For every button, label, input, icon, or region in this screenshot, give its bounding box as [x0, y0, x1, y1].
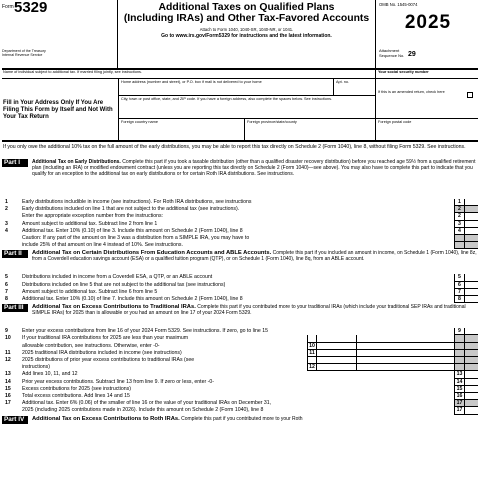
line-number: 9	[5, 328, 8, 335]
line-number: 7	[5, 288, 8, 295]
line-number: 11	[5, 349, 11, 356]
part3-text	[32, 305, 478, 317]
divider	[333, 78, 334, 95]
part4-header	[2, 416, 478, 426]
line-description: Distributions included in income from a Coverdell ESA, a QTP, or an ABLE account	[22, 274, 213, 281]
form-line-row	[2, 274, 478, 281]
form-title-line1: Additional Taxes on Qualified Plans	[158, 2, 335, 13]
line-number: 14	[5, 378, 11, 385]
part1-text	[32, 160, 478, 177]
part1-description: Complete this part if you took a taxable distribution (other than a qualified disaster recovery distribution) before you reached age 59½ from a qualified retirement plan (including an IRA) or modified endowment contract (unless you are reporting this tax directly on Schedule 2 (Form 1040)—see above). You may also have to complete this part to indicate that you qualify for an exception to the additional tax on early distributions or for certain Roth IRA distributions. See instructions.	[32, 159, 476, 177]
dept-line: Internal Revenue Service	[2, 53, 43, 58]
form-title-block	[118, 0, 375, 68]
sequence-number: 29	[408, 51, 416, 58]
form-word: Form	[2, 4, 14, 10]
form-line-row	[2, 242, 478, 249]
form-line-row	[2, 213, 478, 220]
apt-field[interactable]: Apt. no.	[336, 80, 350, 84]
sub-line-number: 11	[307, 350, 317, 357]
form-line-row	[2, 371, 478, 378]
home-address-field[interactable]: Home address (number and street), or P.O. box if mail is not delivered to your home	[121, 80, 262, 84]
line-description: allowable contribution, see instructions. Otherwise, enter -0-	[22, 342, 160, 349]
part3-tag: Part III	[2, 304, 28, 312]
form-line-row	[2, 400, 478, 407]
part1-tag: Part I	[2, 159, 28, 167]
attach-note: Attach to Form 1040, 1040-SR, 1040-NR, or 1041.	[199, 27, 294, 32]
line-number: 1	[5, 199, 8, 205]
form-line-row	[2, 206, 478, 213]
line-number-box: 2	[454, 213, 464, 220]
line-number-box: 7	[454, 289, 464, 296]
part3-description: Complete this part if you contributed more to your traditional IRAs (which include your traditional SEP IRAs and traditional SIMPLE IRAs) for 2025 than is allowable or you had an amount on line 17 of your 2024 Form 5329.	[32, 304, 466, 316]
part2-header	[2, 250, 478, 274]
divider	[118, 118, 478, 119]
line-number: 6	[5, 281, 8, 288]
department-label	[2, 49, 46, 58]
form-title-line2: (Including IRAs) and Other Tax-Favored Accounts	[123, 13, 370, 24]
sub-line-number: 12	[307, 364, 317, 371]
divider	[118, 78, 119, 140]
line-number: 15	[5, 385, 11, 392]
line-number: 16	[5, 393, 11, 399]
line-number-box: 17	[454, 407, 464, 414]
line-description: Enter the appropriate exception number from the instructions:	[22, 213, 164, 220]
divider	[375, 69, 376, 78]
form-line-row	[2, 328, 478, 335]
line-description: Additional tax. Enter 10% (0.10) of line 3. Include this amount on Schedule 2 (Form 1040), line 8	[22, 227, 243, 234]
intro-note: If you only owe the additional 10% tax on the full amount of the early distributions, you may be able to report this tax directly on Schedule 2 (Form 1040), line 8, without filing Form 5329. See instructions.	[3, 144, 466, 150]
line-number-box: 8	[454, 296, 464, 303]
dept-line: Department of the Treasury	[2, 49, 46, 53]
form-line-row	[2, 386, 478, 393]
line-description: Caution: If any part of the amount on line 3 was a distribution from a SIMPLE IRA, you may have to	[22, 235, 250, 241]
line-number: 17	[5, 400, 11, 407]
line-description: Prior year excess contributions. Subtract line 13 from line 9. If zero or less, enter -0-	[22, 378, 215, 385]
part4-tag: Part IV	[2, 416, 28, 424]
line-number-box: 6	[454, 282, 464, 289]
line-description: Enter your excess contributions from line 16 of your 2024 Form 5329. See instructions. If zero, go to line 15	[22, 328, 268, 335]
form-line-row	[2, 393, 478, 400]
divider	[2, 78, 478, 79]
form-line-row	[2, 364, 478, 371]
form-line-row	[2, 282, 478, 289]
form-number: 5329	[14, 0, 48, 16]
line-number-box: 3	[454, 221, 464, 228]
line-number: 3	[5, 220, 8, 227]
divider	[375, 78, 376, 140]
foreign-postal-field[interactable]: Foreign postal code	[378, 120, 412, 124]
city-field[interactable]: City, town or post office, state, and ZIP code. If you have a foreign address, also complete the spaces below. See instructions.	[121, 97, 333, 101]
attachment-label: Attachment Sequence No.	[379, 48, 405, 58]
form-line-row	[2, 289, 478, 296]
line-number-box: 9	[454, 328, 464, 335]
line-description: Total excess contributions. Add lines 14 and 15	[22, 393, 130, 399]
part2-description: Complete this part if you included an amount in income, on Schedule 1 (Form 1040), line 8z, from a Coverdell education savings account (ESA) or a qualified tuition program (QTP), or on Schedule 1 (Form 1040), line 8q, from an ABLE account.	[32, 250, 477, 263]
line-description: 2025 traditional IRA distributions included in income (see instructions)	[22, 349, 182, 356]
line-number-box: 2	[454, 206, 464, 213]
form-line-row	[2, 350, 478, 357]
line-description: instructions)	[22, 364, 50, 371]
line-number-box: 4	[454, 228, 464, 235]
line-number-box: 14	[454, 379, 464, 386]
line-description: Early distributions includible in income (see instructions). For Roth IRA distributions, see instructions	[22, 199, 252, 205]
amended-label: If this is an amended return, check here	[378, 90, 445, 94]
form-line-row	[2, 343, 478, 350]
part1-header	[2, 159, 478, 197]
line-number: 5	[5, 274, 8, 281]
line-description: If your traditional IRA contributions for 2025 are less than your maximum	[22, 335, 189, 342]
tax-year: 2025	[404, 12, 452, 33]
divider	[454, 248, 478, 249]
divider	[2, 140, 478, 142]
divider	[118, 95, 375, 96]
line-description: Amount subject to additional tax. Subtract line 2 from line 1	[22, 220, 158, 227]
name-field[interactable]: Name of individual subject to additional tax. If married filing jointly, see instructions.	[3, 70, 143, 74]
line-number-box: 13	[454, 371, 464, 378]
form-line-row	[2, 228, 478, 235]
line-number: 10	[5, 335, 11, 342]
line-number: 12	[5, 357, 11, 363]
line-description: Excess contributions for 2025 (see instructions)	[22, 385, 131, 392]
divider	[244, 118, 245, 140]
address-instructions: Fill in Your Address Only If You Are Filing This Form by Itself and Not With Your Tax Return	[3, 100, 113, 121]
form-line-row	[2, 379, 478, 386]
form-line-row	[2, 199, 478, 206]
line-number: 2	[5, 206, 8, 213]
form-line-row	[2, 296, 478, 303]
form-line-row	[2, 235, 478, 242]
divider	[454, 302, 478, 303]
line-description: 2025 distributions of prior year excess contributions to traditional IRAs (see	[22, 357, 195, 363]
part4-title: Additional Tax on Excess Contributions to Roth IRAs.	[32, 415, 180, 422]
foreign-province-field[interactable]: Foreign province/state/county	[247, 120, 297, 124]
form-id-block	[2, 0, 118, 68]
form-line-row	[2, 357, 478, 364]
sub-line-number: 10	[307, 343, 317, 350]
line-number: 13	[5, 371, 11, 378]
line-description: 2025 (including 2025 contributions made in 2026). Include this amount on Schedule 2 (Form 1040), line 8	[22, 407, 264, 414]
line-number-box: 16	[454, 393, 464, 400]
line-number-box: 15	[454, 386, 464, 393]
line-number-box: 5	[454, 274, 464, 281]
line-description: Distributions included on line 5 that are not subject to the additional tax (see instructions)	[22, 281, 226, 288]
line-description: Amount subject to additional tax. Subtract line 6 from line 5	[22, 288, 158, 295]
line-number-box: 1	[454, 199, 464, 206]
form-line-row	[2, 221, 478, 228]
divider	[454, 414, 478, 415]
line-description: Additional tax. Enter 6% (0.06) of the smaller of line 16 or the value of your traditional IRAs on December 31,	[22, 400, 272, 407]
omb-block	[375, 0, 480, 68]
part2-tag: Part II	[2, 250, 28, 258]
line-number: 8	[5, 296, 8, 302]
line-description: Early distributions included on line 1 that are not subject to the additional tax (see instructions).	[22, 206, 240, 213]
part3-header	[2, 304, 478, 328]
part4-description: Complete this part if you contributed more to your Roth	[181, 415, 303, 422]
line-description: include 25% of that amount on line 4 instead of 10%. See instructions.	[22, 242, 183, 249]
part2-title: Additional Tax on Certain Distributions From Education Accounts and ABLE Accounts.	[32, 250, 272, 257]
part2-text	[32, 251, 478, 263]
part4-text	[32, 417, 478, 423]
part3-title: Additional Tax on Excess Contributions to Traditional IRAs.	[32, 304, 196, 311]
line-description: Add lines 10, 11, and 12	[22, 371, 78, 378]
ssn-field[interactable]: Your social security number	[378, 70, 429, 74]
amended-checkbox[interactable]	[467, 92, 473, 98]
line-number: 4	[5, 227, 8, 234]
line-number-box: 17	[454, 400, 464, 407]
line-description: Additional tax. Enter 10% (0.10) of line 7. Include this amount on Schedule 2 (Form 1040), line 8	[22, 296, 243, 302]
part1-title: Additional Tax on Early Distributions.	[32, 159, 121, 165]
omb-number: OMB No. 1545-0074	[379, 2, 418, 7]
form-line-row	[2, 335, 478, 342]
foreign-country-field[interactable]: Foreign country name	[121, 120, 158, 124]
instructions-link[interactable]: Go to www.irs.gov/Form5329 for instructions and the latest information.	[161, 33, 332, 39]
form-line-row	[2, 407, 478, 414]
